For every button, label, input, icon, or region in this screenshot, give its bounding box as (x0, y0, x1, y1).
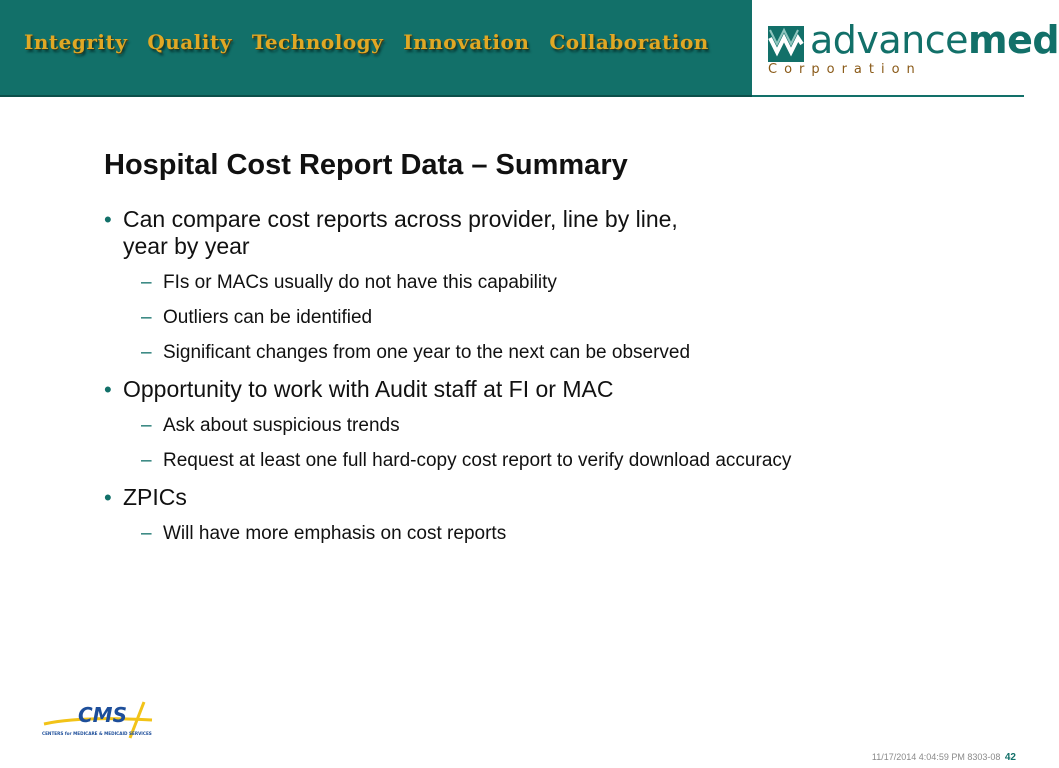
sub-bullet-text: Request at least one full hard-copy cost report to verify download accuracy (163, 450, 792, 471)
cms-logo (40, 698, 162, 744)
tagline-word: Integrity (24, 30, 128, 54)
slide-title: Hospital Cost Report Data – Summary (104, 149, 628, 181)
slide-footer (872, 752, 1016, 763)
sub-bullet-item (104, 341, 924, 365)
bullet-text: Can compare cost reports across provider, line by line, year by year (123, 206, 678, 259)
sub-bullet-item (104, 414, 924, 438)
advancemed-logo (752, 0, 1059, 97)
bullet-item (104, 484, 924, 511)
bullet-item (104, 376, 924, 403)
sub-bullet-marker: – (141, 272, 152, 293)
sub-bullet-item (104, 449, 924, 473)
bullet-list (104, 206, 924, 557)
sub-bullet-text: Ask about suspicious trends (163, 415, 400, 436)
tagline-word: Technology (251, 30, 384, 54)
sub-bullet-marker: – (141, 523, 152, 544)
bullet-marker: • (104, 485, 112, 510)
logo-wordmark (810, 18, 1059, 62)
sub-bullet-item (104, 306, 924, 330)
sub-bullet-marker: – (141, 307, 152, 328)
sub-bullet-text: FIs or MACs usually do not have this capability (163, 272, 557, 293)
tagline-word: Collaboration (549, 30, 709, 54)
sub-bullet-text: Will have more emphasis on cost reports (163, 523, 507, 544)
tagline (24, 30, 709, 54)
sub-bullet-marker: – (141, 342, 152, 363)
sub-bullet-text: Significant changes from one year to the next can be observed (163, 342, 691, 363)
page-number: 42 (1004, 752, 1016, 763)
header-band (0, 0, 752, 97)
logo-word-bold: med (968, 18, 1059, 62)
sub-bullet-text: Outliers can be identified (163, 307, 373, 328)
tagline-word: Innovation (403, 30, 530, 54)
footer-stamp: 11/17/2014 4:04:59 PM 8303-08 (871, 752, 1001, 762)
sub-bullet-item (104, 522, 924, 546)
sub-bullet-marker: – (141, 450, 152, 471)
bullet-marker: • (104, 207, 112, 232)
sub-bullet-item (104, 271, 924, 295)
tagline-word: Quality (147, 30, 232, 54)
logo-corporation: Corporation (768, 62, 922, 77)
logo-word-light: advance (810, 18, 969, 62)
bullet-item (104, 206, 924, 260)
cms-logo-tagline: CENTERS for MEDICARE & MEDICAID SERVICES (42, 731, 152, 736)
cms-logo-name: CMS (78, 703, 127, 727)
bullet-text: Opportunity to work with Audit staff at FI or MAC (123, 376, 614, 402)
sub-bullet-marker: – (141, 415, 152, 436)
bullet-text: ZPICs (123, 484, 187, 510)
advancemed-mark-icon (768, 26, 804, 62)
bullet-marker: • (104, 377, 112, 402)
